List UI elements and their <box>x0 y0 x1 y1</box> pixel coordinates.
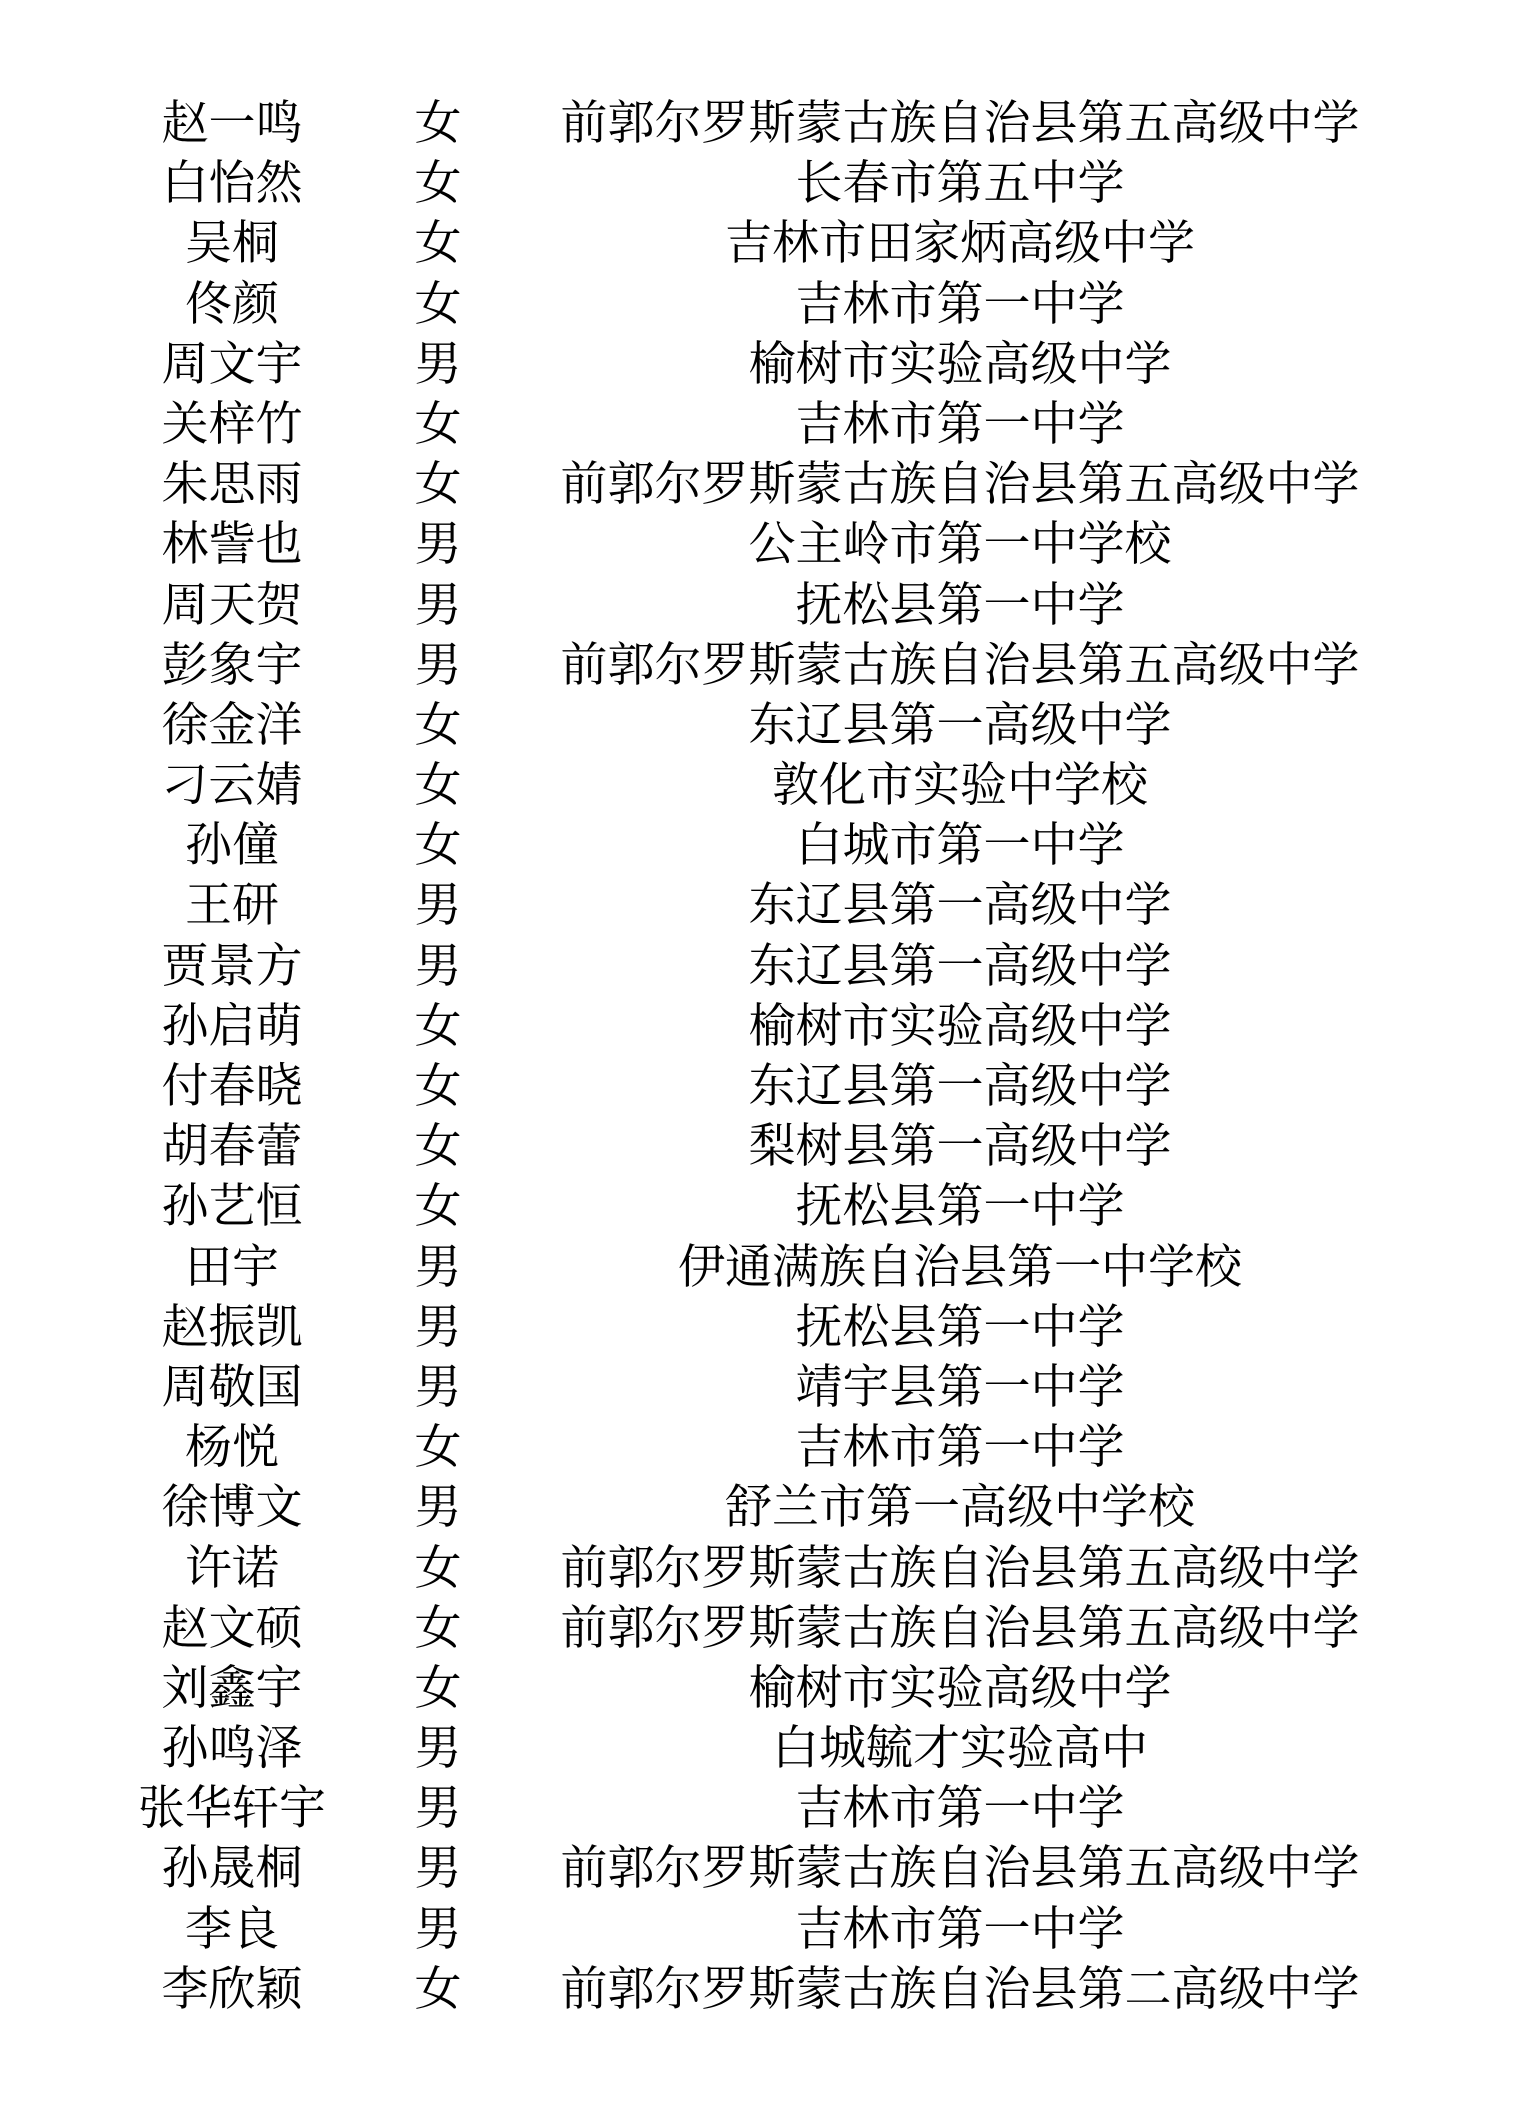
student-gender: 女 <box>414 276 462 332</box>
student-school: 公主岭市第一中学校 <box>748 517 1172 573</box>
list-item <box>0 1719 1522 1779</box>
student-school: 前郭尔罗斯蒙古族自治县第五高级中学 <box>560 457 1360 513</box>
list-item <box>0 275 1522 335</box>
student-name: 王研 <box>185 878 279 934</box>
student-school: 东辽县第一高级中学 <box>748 938 1172 994</box>
list-item <box>0 576 1522 636</box>
student-school: 东辽县第一高级中学 <box>748 1059 1172 1114</box>
student-school: 前郭尔罗斯蒙古族自治县第五高级中学 <box>560 1841 1360 1897</box>
student-name: 白怡然 <box>161 156 303 212</box>
student-school: 榆树市实验高级中学 <box>748 998 1172 1054</box>
student-gender: 女 <box>414 1961 462 2017</box>
student-name: 李欣颖 <box>161 1961 303 2017</box>
list-item <box>0 1238 1522 1298</box>
list-item <box>0 636 1522 696</box>
student-gender: 女 <box>414 1600 462 1656</box>
student-name: 赵文硕 <box>161 1600 303 1656</box>
student-name: 孙启萌 <box>161 998 303 1054</box>
student-school: 梨树县第一高级中学 <box>748 1119 1172 1175</box>
student-name: 林訾也 <box>161 517 303 573</box>
student-school: 舒兰市第一高级中学校 <box>725 1480 1195 1536</box>
student-school: 榆树市实验高级中学 <box>748 1660 1172 1716</box>
student-gender: 男 <box>414 577 462 633</box>
student-school: 吉林市第一中学 <box>795 276 1125 332</box>
student-name: 关梓竹 <box>161 396 303 452</box>
student-school: 前郭尔罗斯蒙古族自治县第二高级中学 <box>560 1961 1360 2017</box>
student-school: 前郭尔罗斯蒙古族自治县第五高级中学 <box>560 96 1360 151</box>
student-gender: 女 <box>414 998 462 1054</box>
list-item <box>0 816 1522 876</box>
student-school: 吉林市田家炳高级中学 <box>725 216 1195 272</box>
student-name: 彭象宇 <box>161 637 303 693</box>
student-gender: 女 <box>414 156 462 212</box>
student-school: 敦化市实验中学校 <box>772 758 1148 814</box>
student-school: 伊通满族自治县第一中学校 <box>678 1239 1242 1295</box>
student-name: 周文宇 <box>161 336 303 392</box>
student-name: 佟颜 <box>185 276 279 332</box>
student-gender: 女 <box>414 396 462 452</box>
student-name: 许诺 <box>185 1540 279 1596</box>
student-gender: 女 <box>414 1420 462 1476</box>
list-item <box>0 214 1522 274</box>
student-name: 孙僮 <box>185 818 279 874</box>
student-gender: 男 <box>414 878 462 934</box>
student-school: 东辽县第一高级中学 <box>748 697 1172 753</box>
list-item <box>0 1117 1522 1177</box>
list-item <box>0 94 1522 154</box>
student-school: 长春市第五中学 <box>795 156 1125 212</box>
student-name: 杨悦 <box>185 1420 279 1476</box>
student-gender: 男 <box>414 1299 462 1355</box>
list-item <box>0 1779 1522 1839</box>
student-gender: 男 <box>414 336 462 392</box>
student-gender: 男 <box>414 1239 462 1295</box>
student-gender: 男 <box>414 938 462 994</box>
student-name: 孙艺恒 <box>161 1179 303 1235</box>
list-item <box>0 154 1522 214</box>
student-gender: 女 <box>414 96 462 151</box>
student-gender: 男 <box>414 1721 462 1777</box>
student-name: 赵一鸣 <box>161 96 303 151</box>
list-item <box>0 1839 1522 1899</box>
list-item <box>0 997 1522 1057</box>
student-gender: 男 <box>414 1359 462 1415</box>
student-gender: 男 <box>414 1480 462 1536</box>
student-school: 前郭尔罗斯蒙古族自治县第五高级中学 <box>560 1540 1360 1596</box>
student-school: 抚松县第一中学 <box>795 1299 1125 1355</box>
student-gender: 男 <box>414 1841 462 1897</box>
student-school: 白城毓才实验高中 <box>772 1721 1148 1777</box>
student-name: 刁云婧 <box>161 758 303 814</box>
student-school: 吉林市第一中学 <box>795 396 1125 452</box>
student-name: 周敬国 <box>161 1359 303 1415</box>
student-name: 刘鑫宇 <box>161 1660 303 1716</box>
student-gender: 女 <box>414 457 462 513</box>
student-name: 田宇 <box>185 1239 279 1295</box>
student-gender: 女 <box>414 758 462 814</box>
student-school: 吉林市第一中学 <box>795 1901 1125 1957</box>
roster-list <box>0 94 1522 2020</box>
student-school: 前郭尔罗斯蒙古族自治县第五高级中学 <box>560 1600 1360 1656</box>
list-item <box>0 455 1522 515</box>
student-name: 张华轩宇 <box>138 1781 326 1837</box>
list-item <box>0 1539 1522 1599</box>
student-gender: 男 <box>414 1901 462 1957</box>
list-item <box>0 1358 1522 1418</box>
student-name: 孙鸣泽 <box>161 1721 303 1777</box>
student-gender: 女 <box>414 216 462 272</box>
student-gender: 女 <box>414 697 462 753</box>
student-gender: 女 <box>414 1119 462 1175</box>
student-school: 抚松县第一中学 <box>795 577 1125 633</box>
student-school: 抚松县第一中学 <box>795 1179 1125 1235</box>
student-gender: 女 <box>414 818 462 874</box>
list-item <box>0 696 1522 756</box>
list-item <box>0 937 1522 997</box>
student-name: 胡春蕾 <box>161 1119 303 1175</box>
list-item <box>0 1478 1522 1538</box>
list-item <box>0 1177 1522 1237</box>
list-item <box>0 1418 1522 1478</box>
student-gender: 男 <box>414 1781 462 1837</box>
student-school: 白城市第一中学 <box>795 818 1125 874</box>
list-item <box>0 395 1522 455</box>
student-name: 赵振凯 <box>161 1299 303 1355</box>
list-item <box>0 335 1522 395</box>
student-gender: 男 <box>414 517 462 573</box>
list-item <box>0 756 1522 816</box>
student-school: 榆树市实验高级中学 <box>748 336 1172 392</box>
student-school: 吉林市第一中学 <box>795 1420 1125 1476</box>
student-name: 周天贺 <box>161 577 303 633</box>
list-item <box>0 876 1522 936</box>
student-name: 贾景方 <box>161 938 303 994</box>
student-name: 徐博文 <box>161 1480 303 1536</box>
student-name: 朱思雨 <box>161 457 303 513</box>
student-gender: 女 <box>414 1540 462 1596</box>
list-item <box>0 1900 1522 1960</box>
student-name: 李良 <box>185 1901 279 1957</box>
list-item <box>0 1057 1522 1117</box>
student-gender: 男 <box>414 637 462 693</box>
student-school: 靖宇县第一中学 <box>795 1359 1125 1415</box>
student-school: 前郭尔罗斯蒙古族自治县第五高级中学 <box>560 637 1360 693</box>
student-name: 吴桐 <box>185 216 279 272</box>
list-item <box>0 1599 1522 1659</box>
student-gender: 女 <box>414 1179 462 1235</box>
student-school: 吉林市第一中学 <box>795 1781 1125 1837</box>
student-school: 东辽县第一高级中学 <box>748 878 1172 934</box>
student-gender: 女 <box>414 1660 462 1716</box>
student-name: 付春晓 <box>161 1059 303 1114</box>
student-gender: 女 <box>414 1059 462 1114</box>
student-name: 徐金洋 <box>161 697 303 753</box>
student-name: 孙晟桐 <box>161 1841 303 1897</box>
list-item <box>0 515 1522 575</box>
list-item <box>0 1298 1522 1358</box>
list-item <box>0 1960 1522 2020</box>
list-item <box>0 1659 1522 1719</box>
